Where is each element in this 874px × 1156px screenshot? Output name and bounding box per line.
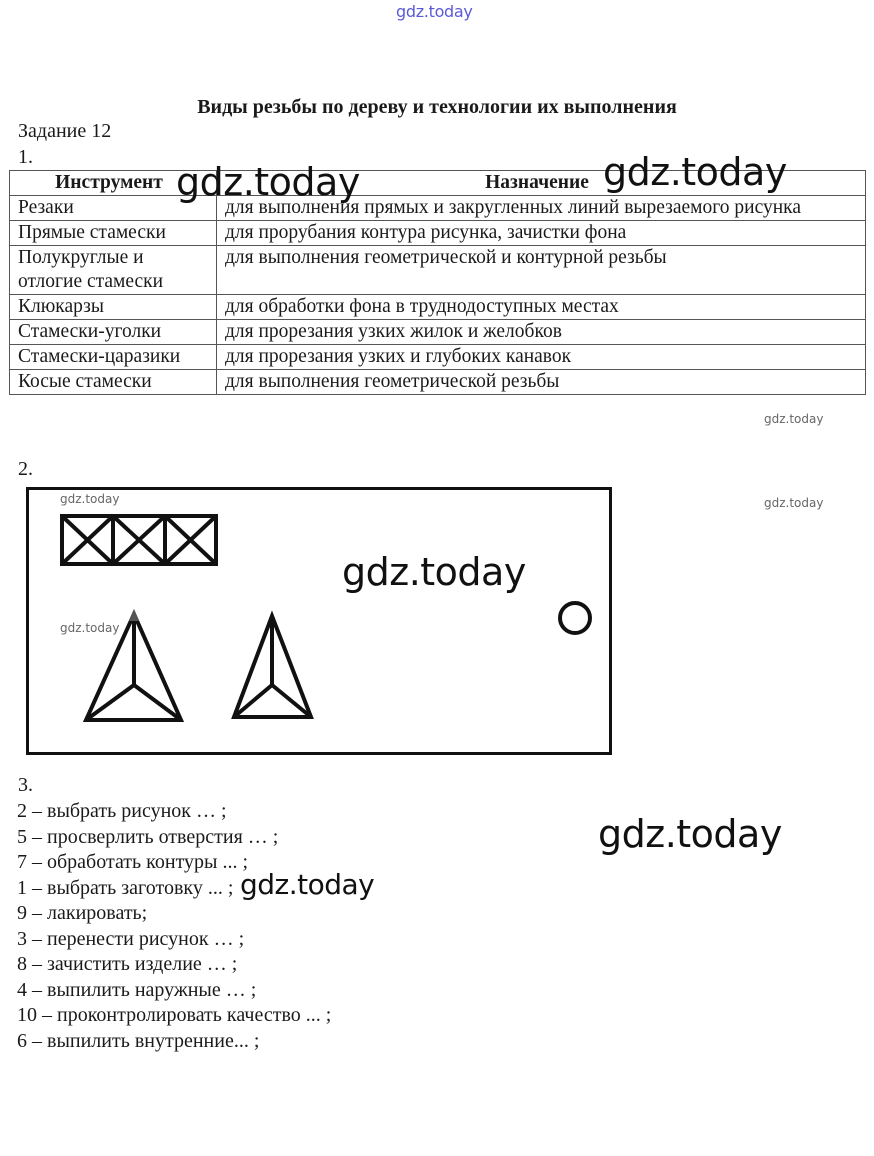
watermark-top: gdz.today bbox=[396, 2, 473, 21]
triangle-tip-mark bbox=[129, 609, 139, 621]
section-1-label: 1. bbox=[18, 146, 33, 168]
tool-cell: Полукруглые и отлогие стамески bbox=[10, 246, 217, 295]
purpose-cell: для выполнения геометрической и контурной резьбы bbox=[217, 246, 866, 295]
watermark-small: gdz.today bbox=[60, 621, 120, 635]
list-item: 9 – лакировать; bbox=[17, 902, 148, 924]
watermark-big: gdz.today bbox=[176, 160, 360, 204]
table-row bbox=[10, 295, 866, 320]
watermark-big: gdz.today bbox=[603, 150, 787, 194]
purpose-cell: для выполнения геометрической резьбы bbox=[217, 370, 866, 395]
table-row bbox=[10, 246, 866, 295]
table-row bbox=[10, 370, 866, 395]
tool-cell: Стамески-царазики bbox=[10, 345, 217, 370]
watermark-big: gdz.today bbox=[598, 812, 782, 856]
list-item: 4 – выпилить наружные … ; bbox=[17, 978, 257, 1001]
header-tool: Инструмент bbox=[10, 171, 217, 196]
list-item: 6 – выпилить внутренние... ; bbox=[17, 1029, 260, 1052]
tool-cell: Прямые стамески bbox=[10, 221, 217, 246]
task-label: Задание 12 bbox=[18, 120, 112, 142]
table-row bbox=[10, 196, 866, 221]
section-3-label: 3. bbox=[18, 774, 33, 796]
table-row bbox=[10, 221, 866, 246]
watermark-big: gdz.today bbox=[342, 550, 526, 594]
table-row bbox=[10, 320, 866, 345]
watermark-big: gdz.today bbox=[240, 868, 375, 901]
tool-cell: Стамески-уголки bbox=[10, 320, 217, 345]
list-item: 10 – проконтролировать качество ... ; bbox=[17, 1004, 332, 1026]
watermark-small: gdz.today bbox=[764, 412, 824, 426]
purpose-cell: для прорезания узких и глубоких канавок bbox=[217, 345, 866, 370]
purpose-cell: для прорубания контура рисунка, зачистки фона bbox=[217, 221, 866, 246]
tool-cell: Клюкарзы bbox=[10, 295, 217, 320]
crossed-boxes-pattern bbox=[62, 516, 216, 564]
watermark-small: gdz.today bbox=[60, 492, 120, 506]
tool-cell: Косые стамески bbox=[10, 370, 217, 395]
page-title: Виды резьбы по дереву и технологии их выполнения bbox=[197, 96, 677, 118]
purpose-cell: для прорезания узких жилок и желобков bbox=[217, 320, 866, 345]
list-item: 3 – перенести рисунок … ; bbox=[17, 927, 245, 950]
table-row bbox=[10, 345, 866, 370]
list-item: 1 – выбрать заготовку ... ; bbox=[17, 876, 234, 899]
purpose-cell: для выполнения прямых и закругленных линий вырезаемого рисунка bbox=[217, 196, 866, 221]
list-item: 5 – просверлить отверстия … ; bbox=[17, 825, 279, 848]
list-item: 2 – выбрать рисунок … ; bbox=[17, 800, 227, 822]
hole-circle bbox=[560, 603, 590, 633]
steps-list bbox=[17, 799, 331, 1054]
tools-table bbox=[9, 170, 866, 395]
list-item: 7 – обработать контуры ... ; bbox=[17, 851, 249, 873]
purpose-cell: для обработки фона в труднодоступных местах bbox=[217, 295, 866, 320]
tool-cell: Резаки bbox=[10, 196, 217, 221]
section-2-label: 2. bbox=[18, 458, 33, 480]
header-purpose: Назначение bbox=[217, 171, 866, 196]
watermark-small: gdz.today bbox=[764, 496, 824, 510]
list-item: 8 – зачистить изделие … ; bbox=[17, 953, 238, 975]
triangle-pattern bbox=[86, 614, 311, 720]
